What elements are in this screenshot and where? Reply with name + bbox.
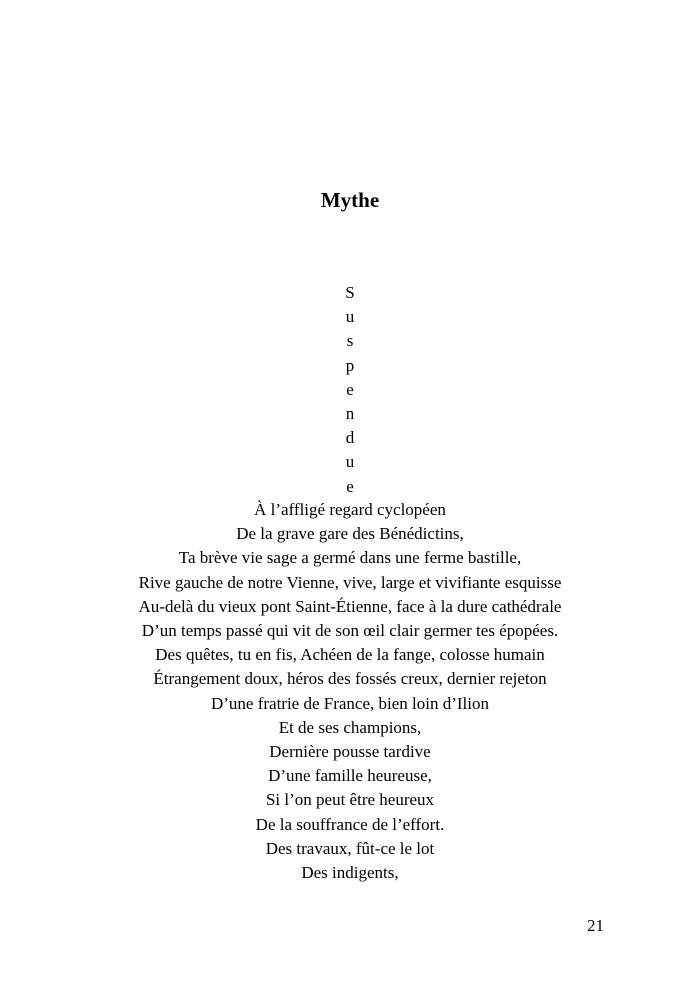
verse-line: Des indigents, <box>301 863 399 883</box>
verse-line: D’un temps passé qui vit de son œil clair germer tes épopées. <box>141 621 559 641</box>
verse-line: Rive gauche de notre Vienne, vive, large et vivifiante esquisse <box>138 572 562 592</box>
verse-line: Au-delà du vieux pont Saint-Étienne, face à la dure cathédrale <box>138 596 562 616</box>
verse-line: Des quêtes, tu en fis, Achéen de la fange, colosse humain <box>155 645 545 665</box>
verse-line: Étrangement doux, héros des fossés creux, dernier rejeton <box>153 669 547 689</box>
verse-line: De la souffrance de l’effort. <box>255 814 445 834</box>
vertical-letter: d <box>345 428 355 448</box>
page-number: 21 <box>587 916 604 935</box>
verse-line: Si l’on peut être heureux <box>265 790 435 810</box>
vertical-letter: S <box>345 283 355 302</box>
poem-verse <box>0 498 700 885</box>
vertical-letter: p <box>345 355 355 375</box>
verse-line: À l’affligé regard cyclopéen <box>254 500 446 519</box>
verse-line: Ta brève vie sage a germé dans une ferme bastille, <box>178 548 522 568</box>
verse-line: Et de ses champions, <box>278 717 422 737</box>
verse-line: De la grave gare des Bénédictins, <box>236 524 464 544</box>
vertical-letter: u <box>345 452 355 472</box>
poem-title: Mythe <box>320 188 380 212</box>
verse-line: Dernière pousse tardive <box>269 742 431 762</box>
vertical-letter: n <box>345 404 355 424</box>
vertical-letter: u <box>345 307 355 327</box>
vertical-word-suspendue <box>0 281 700 499</box>
vertical-letter: s <box>346 331 354 351</box>
verse-line: D’une famille heureuse, <box>268 766 432 786</box>
verse-line: Des travaux, fût-ce le lot <box>265 838 435 858</box>
verse-line: D’une fratrie de France, bien loin d’Ilion <box>210 693 490 713</box>
vertical-letter: e <box>346 476 354 496</box>
vertical-letter: e <box>346 379 354 399</box>
